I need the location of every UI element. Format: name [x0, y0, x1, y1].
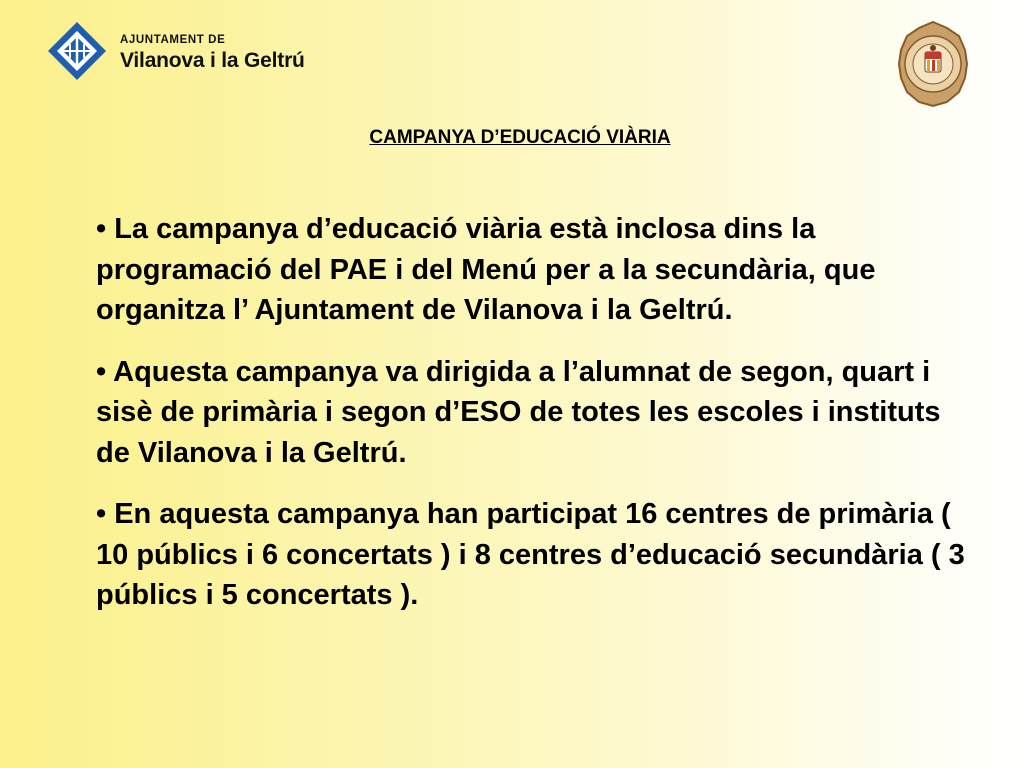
list-item	[96, 352, 966, 474]
page-title: CAMPANYA D’EDUCACIÓ VIÀRIA	[369, 127, 671, 148]
paragraph-text: Aquesta campanya va dirigida a l’alumnat de segon, quart i sisè de primària i segon d’ESO de totes les escoles i instituts de Vilanova i la Geltrú.	[96, 355, 941, 469]
bullet: •	[96, 498, 107, 530]
bullet: •	[96, 213, 107, 245]
paragraph-text: La campanya d’educació viària està inclosa dins la programació del PAE i del Menú per a la secundària, que organitza l’ Ajuntament de Vilanova i la Geltrú.	[96, 213, 876, 326]
vilanova-emblem-icon	[46, 20, 108, 82]
list-item	[96, 494, 966, 616]
ajuntament-logo	[46, 20, 305, 82]
logo-line1: AJUNTAMENT DE	[120, 33, 226, 46]
logo-line2: Vilanova i la Geltrú	[120, 49, 305, 73]
paragraph-text: En aquesta campanya han participat 16 centres de primària ( 10 públics i 6 concertats ) i 8 centres d’educació secundària ( 3 públics i 5 concertats ).	[96, 498, 965, 611]
bullet-list	[96, 209, 966, 637]
list-item	[96, 209, 966, 331]
policia-local-badge-icon	[897, 20, 969, 108]
bullet: •	[96, 355, 107, 388]
